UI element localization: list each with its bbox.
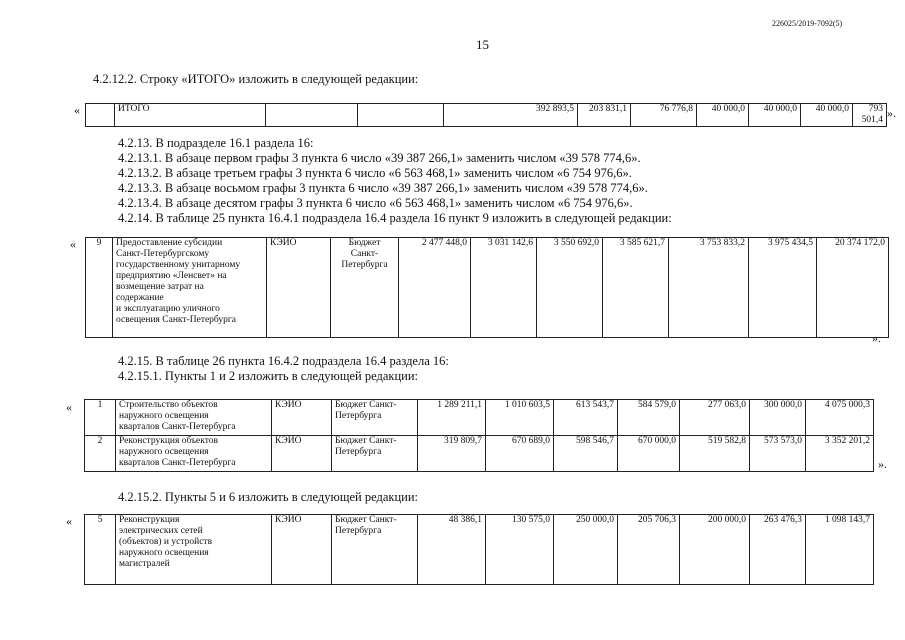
row-number: 5 — [85, 515, 116, 585]
row-source: Бюджет Санкт- Петербурга — [332, 400, 418, 436]
paragraph-4-2-13-1: 4.2.13.1. В абзаце первом графы 3 пункта 6 число «39 387 266,1» заменить числом «39 578 774,6». — [118, 151, 641, 165]
row-value: 584 579,0 — [618, 400, 680, 436]
row-executor: КЭИО — [272, 436, 332, 472]
paragraph-4-2-15: 4.2.15. В таблице 26 пункта 16.4.2 подраздела 16.4 раздела 16: — [118, 354, 449, 368]
row-value: 670 000,0 — [618, 436, 680, 472]
row-value: 1 289 211,1 — [418, 400, 486, 436]
row-name: Реконструкция электрических сетей (объектов) и устройств наружного освещения магистралей — [116, 515, 272, 585]
row-value: 3 031 142,6 — [471, 238, 537, 338]
table-26-excerpt-items-1-2 — [84, 399, 874, 472]
row-value: 3 585 621,7 — [603, 238, 669, 338]
row-value: 4 075 000,3 — [806, 400, 874, 436]
row-number: 1 — [85, 400, 116, 436]
table-row — [85, 436, 874, 472]
page-number: 15 — [476, 37, 489, 52]
itogo-value: 203 831,1 — [578, 104, 631, 127]
itogo-value: 793 501,4 — [853, 104, 887, 127]
itogo-value: 40 000,0 — [697, 104, 749, 127]
open-quote: « — [74, 103, 80, 117]
row-name: Строительство объектов наружного освещения кварталов Санкт-Петербурга — [116, 400, 272, 436]
open-quote: « — [70, 237, 76, 251]
row-value: 1 010 603,5 — [486, 400, 554, 436]
document-id: 226025/2019-7092(5) — [772, 19, 843, 28]
row-source: Бюджет Санкт- Петербурга — [331, 238, 399, 338]
row-value: 48 386,1 — [418, 515, 486, 585]
row-source: Бюджет Санкт- Петербурга — [332, 515, 418, 585]
paragraph-4-2-13-3: 4.2.13.3. В абзаце восьмом графы 3 пункта 6 число «39 387 266,1» заменить числом «39 578 774,6». — [118, 181, 648, 195]
paragraph-4-2-13-2: 4.2.13.2. В абзаце третьем графы 3 пункта 6 число «6 563 468,1» заменить числом «6 754 976,6». — [118, 166, 632, 180]
table-row — [85, 400, 874, 436]
row-value: 205 706,3 — [618, 515, 680, 585]
row-value: 670 689,0 — [486, 436, 554, 472]
itogo-value: 40 000,0 — [801, 104, 853, 127]
itogo-table — [85, 103, 887, 127]
row-name: Реконструкция объектов наружного освещения кварталов Санкт-Петербурга — [116, 436, 272, 472]
row-value: 573 573,0 — [750, 436, 806, 472]
row-value: 250 000,0 — [554, 515, 618, 585]
paragraph-4-2-15-2: 4.2.15.2. Пункты 5 и 6 изложить в следующей редакции: — [118, 490, 419, 504]
paragraph-4-2-13: 4.2.13. В подразделе 16.1 раздела 16: — [118, 136, 314, 150]
row-executor: КЭИО — [272, 515, 332, 585]
paragraph-4-2-15-1: 4.2.15.1. Пункты 1 и 2 изложить в следующей редакции: — [118, 369, 419, 383]
itogo-row — [86, 104, 887, 127]
open-quote: « — [66, 400, 72, 414]
close-quote: ». — [878, 457, 887, 471]
row-value: 3 550 692,0 — [537, 238, 603, 338]
table-25-excerpt — [85, 237, 889, 338]
row-value: 3 753 833,2 — [669, 238, 749, 338]
table-row — [86, 238, 889, 338]
row-value: 200 000,0 — [680, 515, 750, 585]
table-row — [85, 515, 874, 585]
itogo-value: 40 000,0 — [749, 104, 801, 127]
row-number: 2 — [85, 436, 116, 472]
itogo-value: 392 893,5 — [444, 104, 578, 127]
paragraph-4-2-14: 4.2.14. В таблице 25 пункта 16.4.1 подраздела 16.4 раздела 16 пункт 9 изложить в следующей редакции: — [118, 211, 672, 225]
row-value: 519 582,8 — [680, 436, 750, 472]
row-value: 3 352 201,2 — [806, 436, 874, 472]
row-name: Предоставление субсидии Санкт-Петербургскому государственному унитарному предприятию «Ленсвет» на возмещение затрат на содержание и эксплуатацию уличного освещения Санкт-Петербурга — [113, 238, 267, 338]
table-26-excerpt-item-5 — [84, 514, 874, 585]
row-value: 263 476,3 — [750, 515, 806, 585]
row-source: Бюджет Санкт- Петербурга — [332, 436, 418, 472]
close-quote: ». — [887, 106, 896, 120]
row-value: 319 809,7 — [418, 436, 486, 472]
row-value: 1 098 143,7 — [806, 515, 874, 585]
paragraph-4-2-13-4: 4.2.13.4. В абзаце десятом графы 3 пункта 6 число «6 563 468,1» заменить числом «6 754 976,6». — [118, 196, 633, 210]
row-executor: КЭИО — [267, 238, 331, 338]
row-value: 598 546,7 — [554, 436, 618, 472]
row-value: 20 374 172,0 — [817, 238, 889, 338]
row-executor: КЭИО — [272, 400, 332, 436]
row-value: 3 975 434,5 — [749, 238, 817, 338]
paragraph-4-2-12-2: 4.2.12.2. Строку «ИТОГО» изложить в следующей редакции: — [93, 72, 419, 86]
row-value: 2 477 448,0 — [399, 238, 471, 338]
close-quote: ». — [872, 331, 881, 345]
row-value: 613 543,7 — [554, 400, 618, 436]
itogo-value: 76 776,8 — [631, 104, 697, 127]
row-value: 300 000,0 — [750, 400, 806, 436]
open-quote: « — [66, 514, 72, 528]
row-value: 277 063,0 — [680, 400, 750, 436]
row-value: 130 575,0 — [486, 515, 554, 585]
row-number: 9 — [86, 238, 113, 338]
itogo-label: ИТОГО — [115, 104, 266, 127]
